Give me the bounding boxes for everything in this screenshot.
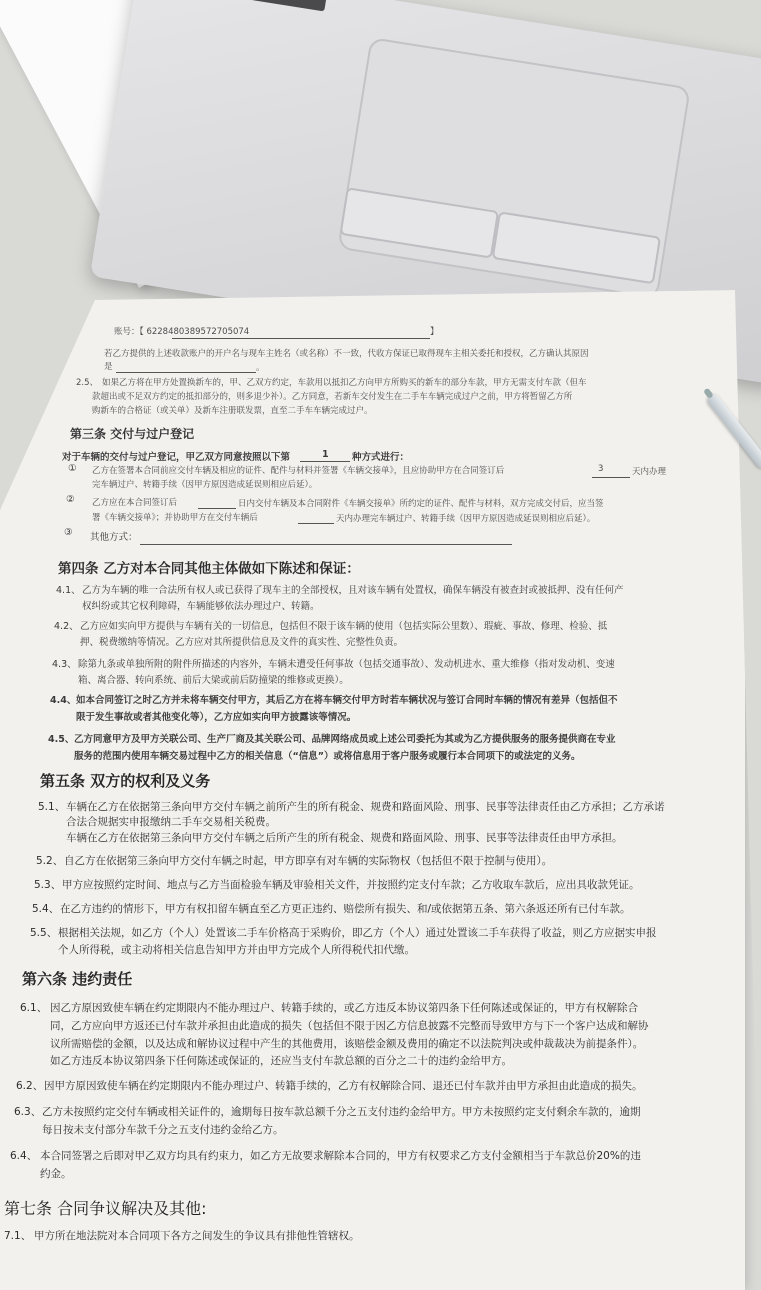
account-note-line-2: 是 — [104, 362, 113, 372]
option-1-line-1: 乙方在签署本合同前应交付车辆及相应的证件、配件与材料并签署《车辆交接单》，且应协助甲方在合同签订后 — [92, 466, 505, 476]
section-3-title: 第三条 交付与过户登记 — [70, 427, 195, 441]
option-1-line-1-end: 天内办理 — [632, 467, 667, 477]
account-note-line-1: 若乙方提供的上述收款账户的开户名与现车主姓名（或名称）不一致，代收方保证已取得现车主相关委托和授权，乙方确认其原因 — [104, 349, 589, 359]
clause-5-1-line-2: 合法合规据实申报缴纳二手车交易相关税费。 — [66, 816, 276, 828]
clause-7-1-line-1: 甲方所在地法院对本合同项下各方之间发生的争议具有排他性管辖权。 — [34, 1230, 360, 1242]
section-3-intro: 对于车辆的交付与过户登记，甲乙双方同意按照以下第 — [62, 452, 291, 463]
clause-5-4-number: 5.4、 — [32, 903, 60, 915]
clause-6-4-line-2: 约金。 — [40, 1168, 72, 1180]
clause-4-5-number: 4.5、 — [48, 734, 75, 745]
account-number: 账号：【 6228480389572705074 — [114, 327, 250, 337]
clause-4-5-line-2: 服务的范围内使用车辆交易过程中乙方的相关信息（“信息”）或将信息用于客户服务或履行本合同项下的或法定的义务。 — [74, 751, 581, 762]
clause-5-2-number: 5.2、 — [36, 855, 64, 867]
clause-6-1-line-3: 议所需赔偿的金额，以及达成和解协议过程中产生的其他费用，该赔偿金额及费用的确定不以法院判决或仲裁裁决为前提条件）。 — [50, 1038, 644, 1050]
section-7-title: 第七条 合同争议解决及其他: — [4, 1199, 207, 1218]
section-4-title: 第四条 乙方对本合同其他主体做如下陈述和保证： — [58, 561, 360, 577]
clause-4-3-number: 4.3、 — [52, 659, 77, 670]
clause-4-1-number: 4.1、 — [56, 585, 81, 596]
clause-6-3-line-1: 乙方未按照约定交付车辆或相关证件的，逾期每日按车款总额千分之五支付违约金给甲方。甲方未按照约定支付剩余车款的，逾期 — [42, 1106, 641, 1118]
clause-5-5-line-1: 根据相关法规，如乙方（个人）处置该二手车价格高于采购价，即乙方（个人）通过处置该二手车获得了收益，则乙方应据实申报 — [58, 927, 657, 939]
clause-4-1-line-2: 权纠纷或其它权利障碍，车辆能够依法办理过户、转籍。 — [82, 601, 320, 612]
clause-6-1-line-2: 同，乙方应向甲方返还已付车款并承担由此造成的损失（包括但不限于因乙方信息披露不完整而导致甲方与下一个客户达成和解协 — [50, 1020, 649, 1032]
clause-7-1-number: 7.1、 — [4, 1230, 32, 1242]
clause-5-1-line-3: 车辆在乙方在依据第三条向甲方交付车辆之后所产生的所有税金、规费和路面风险、刑事、民事等法律责任由甲方承担。 — [66, 832, 623, 844]
clause-5-5-line-2: 个人所得税，或主动将相关信息告知甲方并由甲方完成个人所得税代扣代缴。 — [58, 944, 415, 956]
option-3-marker: ③ — [64, 527, 73, 538]
clause-4-4-line-1: 如本合同签订之时乙方并未将车辆交付甲方，其后乙方在将车辆交付甲方时若车辆状况与签订合同时车辆的情况有差异（包括但不 — [76, 695, 618, 706]
clause-5-3-line-1: 甲方应按照约定时间、地点与乙方当面检验车辆及审验相关文件，并按照约定支付车款；乙方收取车款后，应出具收款凭证。 — [62, 879, 640, 891]
clause-2-5-line-2: 款超出或不足双方约定的抵扣部分的，则多退少补）。乙方同意，若新车交付发生在二手车车辆完成过户之前，甲方将暂留乙方所 — [92, 392, 573, 402]
clause-6-4-number: 6.4、 — [10, 1150, 38, 1162]
section-5-title: 第五条 双方的权利及义务 — [40, 772, 211, 790]
clause-6-3-line-2: 每日按未支付部分车款千分之五支付违约金给乙方。 — [42, 1124, 284, 1136]
account-number-close: 】 — [430, 327, 439, 337]
option-2-marker: ② — [66, 494, 75, 505]
option-1-marker: ① — [68, 463, 77, 474]
reason-underline — [116, 372, 256, 373]
clause-6-3-number: 6.3、 — [14, 1106, 42, 1118]
clause-6-4-line-1: 本合同签署之后即对甲乙双方均具有约束力，如乙方无故要求解除本合同的，甲方有权要求乙方支付金额相当于车款总价20%的违 — [40, 1150, 641, 1162]
clause-2-5-line-3: 购新车的合格证（或关单）及新车注册联发票，直至二手车车辆完成过户。 — [92, 406, 373, 416]
clause-4-5-line-1: 乙方同意甲方及甲方关联公司、生产厂商及其关联公司、品牌网络成员或上述公司委托为其或为乙方提供服务的服务提供商在专业 — [74, 734, 616, 745]
clause-6-1-line-4: 如乙方违反本协议第四条下任何陈述或保证的，还应当支付车款总额的百分之二十的违约金给甲方。 — [50, 1055, 512, 1067]
clause-4-3-line-2: 箱、离合器、转向系统、前后大梁或前后防撞梁的维修或更换）。 — [78, 675, 349, 686]
option-1-days: 3 — [598, 464, 604, 474]
days-underline — [592, 477, 630, 478]
clause-4-3-line-1: 除第九条或单独所附的附件所描述的内容外，车辆未遭受任何事故（包括交通事故）、发动机进水、重大维修（指对发动机、变速 — [78, 659, 615, 670]
section-6-title: 第六条 违约责任 — [22, 970, 133, 988]
clause-2-5-number: 2.5、 — [76, 378, 99, 388]
option-2-line-2: 署《车辆交接单》；并协助甲方在交付车辆后 — [92, 513, 258, 523]
other-method-underline — [140, 544, 512, 545]
section-3-intro-end: 种方式进行： — [352, 452, 410, 463]
account-underline — [172, 338, 430, 339]
clause-2-5-line-1: 如果乙方将在甲方处置换新车的，甲、乙双方约定，车款用以抵扣乙方向甲方所购买的新车的部分车款，甲方无需支付车款（但车 — [102, 378, 587, 388]
clause-4-2-line-2: 押、税费缴纳等情况。乙方应对其所提供信息及文件的真实性、完整性负责。 — [80, 637, 404, 648]
clause-5-3-number: 5.3、 — [34, 879, 62, 891]
clause-4-2-number: 4.2、 — [54, 621, 79, 632]
option-underline — [300, 461, 350, 462]
clause-5-5-number: 5.5、 — [30, 927, 58, 939]
transfer-days-underline — [298, 523, 334, 524]
account-note-end: 。 — [256, 363, 265, 373]
clause-4-4-number: 4.4、 — [50, 695, 77, 706]
clause-5-2-line-1: 自乙方在依据第三条向甲方交付车辆之时起，甲方即享有对车辆的实际物权（包括但不限于控制与使用）。 — [64, 855, 553, 867]
clause-4-1-line-1: 乙方为车辆的唯一合法所有权人或已获得了现车主的全部授权，且对该车辆有处置权，确保车辆没有被查封或被抵押、没有任何产 — [82, 585, 624, 596]
clause-6-2-line-1: 因甲方原因致使车辆在约定期限内不能办理过户、转籍手续的，乙方有权解除合同、退还已付车款并由甲方承担由此造成的损失。 — [44, 1080, 643, 1092]
clause-5-4-line-1: 在乙方违约的情形下，甲方有权扣留车辆直至乙方更正违约、赔偿所有损失、和/或依据第五条、第六条返还所有已付车款。 — [60, 903, 631, 915]
option-2-line-2-end: 天内办理完车辆过户、转籍手续（因甲方原因造成延误则相应后延）。 — [336, 514, 596, 524]
clause-6-1-line-1: 因乙方原因致使车辆在约定期限内不能办理过户、转籍手续的，或乙方违反本协议第四条下任何陈述或保证的，甲方有权解除合 — [50, 1002, 638, 1014]
option-3-text: 其他方式： — [90, 532, 138, 543]
clause-4-4-line-2: 限于发生事故或者其他变化等），乙方应如实向甲方披露该等情况。 — [76, 712, 357, 723]
clause-4-2-line-1: 乙方应如实向甲方提供与车辆有关的一切信息，包括但不限于该车辆的使用（包括实际公里数）、瑕疵、事故、修理、检验、抵 — [80, 621, 608, 632]
clause-6-1-number: 6.1、 — [20, 1002, 48, 1014]
clause-5-1-line-1: 车辆在乙方在依据第三条向甲方交付车辆之前所产生的所有税金、规费和路面风险、刑事、民事等法律责任由乙方承担；乙方承诺 — [66, 801, 665, 813]
section-3-intro-option: 1 — [322, 449, 329, 460]
delivery-days-underline — [198, 508, 236, 509]
option-1-line-2: 完车辆过户、转籍手续（因甲方原因造成延误则相应后延）。 — [92, 480, 318, 490]
clause-6-2-number: 6.2、 — [16, 1080, 44, 1092]
option-2-line-1: 乙方应在本合同签订后 — [92, 498, 178, 508]
option-2-line-1-end: 日内交付车辆及本合同附件《车辆交接单》所约定的证件、配件与材料，双方完成交付后，应当签 — [238, 499, 604, 509]
clause-5-1-number: 5.1、 — [38, 801, 66, 813]
